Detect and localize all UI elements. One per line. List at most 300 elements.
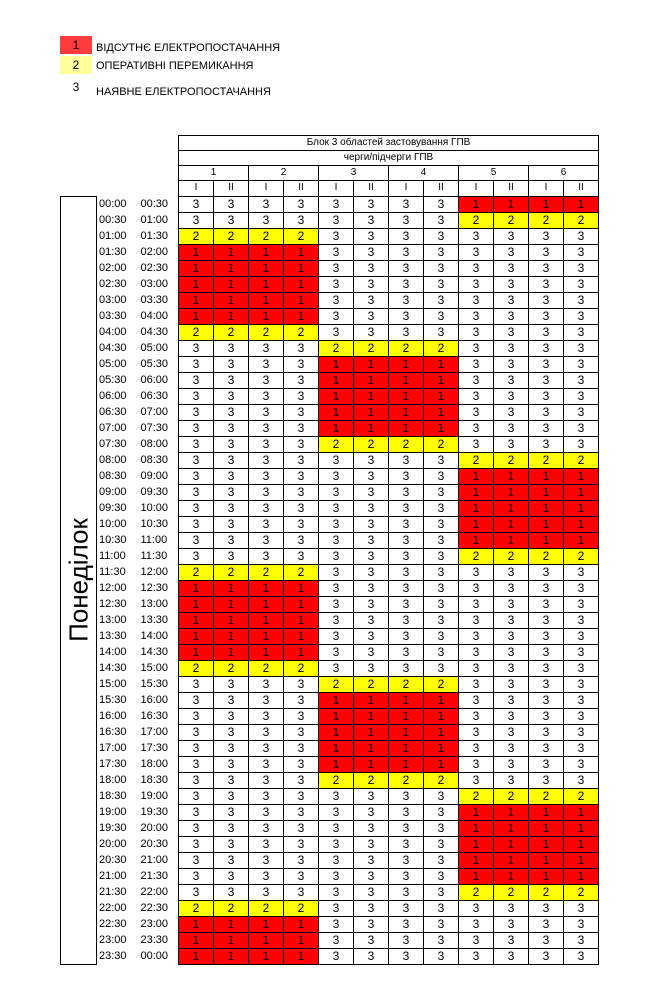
status-cell: 3 xyxy=(354,324,389,340)
status-cell: 1 xyxy=(354,420,389,436)
time-end: 13:00 xyxy=(140,597,169,610)
time-end: 22:30 xyxy=(140,901,169,914)
status-cell: 1 xyxy=(249,932,284,948)
status-cell: 1 xyxy=(249,628,284,644)
status-cell: 3 xyxy=(179,196,214,212)
status-cell: 3 xyxy=(354,900,389,916)
status-cell: 3 xyxy=(179,724,214,740)
status-cell: 3 xyxy=(389,516,424,532)
status-cell: 2 xyxy=(494,884,529,900)
status-cell: 3 xyxy=(179,692,214,708)
table-row xyxy=(61,244,599,260)
status-cell: 1 xyxy=(284,308,319,324)
status-cell: 3 xyxy=(389,900,424,916)
status-cell: 1 xyxy=(249,916,284,932)
status-cell: 3 xyxy=(354,916,389,932)
status-cell: 3 xyxy=(319,788,354,804)
status-cell: 3 xyxy=(529,932,564,948)
status-cell: 3 xyxy=(494,772,529,788)
status-cell: 1 xyxy=(459,868,494,884)
status-cell: 3 xyxy=(564,900,599,916)
status-cell: 3 xyxy=(319,580,354,596)
status-cell: 2 xyxy=(319,436,354,452)
status-cell: 3 xyxy=(319,868,354,884)
status-cell: 3 xyxy=(284,516,319,532)
time-end: 14:30 xyxy=(140,645,169,658)
status-cell: 2 xyxy=(459,884,494,900)
status-cell: 1 xyxy=(249,948,284,964)
status-cell: 3 xyxy=(214,340,249,356)
status-cell: 3 xyxy=(214,196,249,212)
status-cell: 3 xyxy=(564,948,599,964)
status-cell: 1 xyxy=(214,308,249,324)
status-cell: 1 xyxy=(354,740,389,756)
status-cell: 3 xyxy=(459,276,494,292)
status-cell: 1 xyxy=(459,484,494,500)
time-start: 13:30 xyxy=(97,628,139,644)
status-cell: 3 xyxy=(389,660,424,676)
status-cell: 3 xyxy=(529,724,564,740)
legend-label-outage: ВІДСУТНЄ ЕЛЕКТРОПОСТАЧАННЯ xyxy=(96,42,281,54)
status-cell: 3 xyxy=(389,804,424,820)
status-cell: 3 xyxy=(389,468,424,484)
status-cell: 3 xyxy=(214,500,249,516)
status-cell: 3 xyxy=(389,884,424,900)
time-end: 02:00 xyxy=(140,245,169,258)
status-cell: 1 xyxy=(179,628,214,644)
status-cell: 2 xyxy=(354,772,389,788)
status-cell: 3 xyxy=(564,228,599,244)
status-cell: 3 xyxy=(389,260,424,276)
time-start: 10:30 xyxy=(97,532,139,548)
status-cell: 3 xyxy=(529,740,564,756)
status-cell: 3 xyxy=(459,948,494,964)
status-cell: 3 xyxy=(354,244,389,260)
status-cell: 3 xyxy=(389,836,424,852)
status-cell: 2 xyxy=(389,772,424,788)
status-cell: 3 xyxy=(564,340,599,356)
status-cell: 2 xyxy=(284,324,319,340)
status-cell: 3 xyxy=(529,324,564,340)
status-cell: 3 xyxy=(249,388,284,404)
status-cell: 3 xyxy=(179,772,214,788)
status-cell: 1 xyxy=(564,468,599,484)
status-cell: 1 xyxy=(214,596,249,612)
status-cell: 3 xyxy=(284,420,319,436)
status-cell: 3 xyxy=(494,244,529,260)
time-end: 20:30 xyxy=(140,837,169,850)
status-cell: 3 xyxy=(459,756,494,772)
status-cell: 3 xyxy=(214,852,249,868)
status-cell: 3 xyxy=(564,660,599,676)
table-row xyxy=(61,932,599,948)
status-cell: 3 xyxy=(179,436,214,452)
status-cell: 1 xyxy=(354,724,389,740)
status-cell: 3 xyxy=(249,740,284,756)
status-cell: 1 xyxy=(424,740,459,756)
status-cell: 3 xyxy=(249,804,284,820)
table-row xyxy=(61,676,599,692)
time-start: 03:00 xyxy=(97,292,139,308)
time-end: 09:00 xyxy=(140,469,169,482)
status-cell: 3 xyxy=(284,404,319,420)
status-cell: 3 xyxy=(179,756,214,772)
status-cell: 3 xyxy=(179,740,214,756)
status-cell: 3 xyxy=(284,196,319,212)
status-cell: 1 xyxy=(319,388,354,404)
status-cell: 1 xyxy=(389,356,424,372)
status-cell: 1 xyxy=(354,708,389,724)
status-cell: 3 xyxy=(494,308,529,324)
status-cell: 3 xyxy=(354,500,389,516)
status-cell: 3 xyxy=(494,292,529,308)
status-cell: 1 xyxy=(424,420,459,436)
time-start: 02:00 xyxy=(97,260,139,276)
status-cell: 1 xyxy=(319,708,354,724)
status-cell: 2 xyxy=(284,228,319,244)
status-cell: 3 xyxy=(179,372,214,388)
status-cell: 3 xyxy=(319,932,354,948)
status-cell: 3 xyxy=(529,228,564,244)
status-cell: 2 xyxy=(179,900,214,916)
status-cell: 3 xyxy=(319,532,354,548)
legend-swatch-switching: 2 xyxy=(60,56,92,74)
time-start: 12:00 xyxy=(97,580,139,596)
status-cell: 3 xyxy=(564,356,599,372)
status-cell: 3 xyxy=(424,932,459,948)
status-cell: 3 xyxy=(249,452,284,468)
status-cell: 1 xyxy=(459,820,494,836)
status-cell: 3 xyxy=(494,932,529,948)
status-cell: 3 xyxy=(214,708,249,724)
status-cell: 3 xyxy=(529,628,564,644)
status-cell: 3 xyxy=(214,436,249,452)
status-cell: 3 xyxy=(459,244,494,260)
status-cell: 2 xyxy=(179,660,214,676)
time-start: 18:30 xyxy=(97,788,139,804)
status-cell: 1 xyxy=(459,516,494,532)
status-cell: 1 xyxy=(284,580,319,596)
status-cell: 3 xyxy=(494,692,529,708)
status-cell: 1 xyxy=(179,244,214,260)
time-end: 11:00 xyxy=(140,533,168,546)
status-cell: 1 xyxy=(214,628,249,644)
status-cell: 3 xyxy=(459,356,494,372)
status-cell: 3 xyxy=(494,644,529,660)
table-row xyxy=(61,948,599,964)
time-start: 18:00 xyxy=(97,772,139,788)
status-cell: 2 xyxy=(214,228,249,244)
status-cell: 3 xyxy=(354,484,389,500)
time-start: 22:00 xyxy=(97,900,139,916)
time-start: 01:00 xyxy=(97,228,139,244)
status-cell: 1 xyxy=(564,804,599,820)
status-cell: 3 xyxy=(494,324,529,340)
table-row xyxy=(61,292,599,308)
status-cell: 3 xyxy=(529,612,564,628)
time-end: 01:00 xyxy=(140,213,169,226)
time-end: 05:30 xyxy=(140,357,169,370)
status-cell: 3 xyxy=(424,596,459,612)
group-header: 4 xyxy=(389,166,459,181)
status-cell: 1 xyxy=(389,404,424,420)
status-cell: 1 xyxy=(389,708,424,724)
status-cell: 3 xyxy=(284,884,319,900)
status-cell: 2 xyxy=(564,212,599,228)
subgroup-header: II xyxy=(494,181,529,197)
time-start: 06:30 xyxy=(97,404,139,420)
status-cell: 3 xyxy=(564,564,599,580)
status-cell: 3 xyxy=(459,324,494,340)
time-start: 22:30 xyxy=(97,916,139,932)
status-cell: 1 xyxy=(284,596,319,612)
status-cell: 3 xyxy=(494,596,529,612)
status-cell: 3 xyxy=(249,404,284,420)
status-cell: 2 xyxy=(424,676,459,692)
status-cell: 3 xyxy=(214,532,249,548)
status-cell: 3 xyxy=(284,500,319,516)
status-cell: 2 xyxy=(249,324,284,340)
status-cell: 2 xyxy=(319,676,354,692)
status-cell: 2 xyxy=(459,212,494,228)
status-cell: 3 xyxy=(284,452,319,468)
table-row xyxy=(61,788,599,804)
status-cell: 3 xyxy=(494,404,529,420)
status-cell: 3 xyxy=(319,276,354,292)
status-cell: 3 xyxy=(214,804,249,820)
status-cell: 3 xyxy=(249,420,284,436)
status-cell: 3 xyxy=(459,740,494,756)
status-cell: 3 xyxy=(494,676,529,692)
status-cell: 3 xyxy=(564,628,599,644)
status-cell: 3 xyxy=(494,708,529,724)
status-cell: 1 xyxy=(529,820,564,836)
status-cell: 3 xyxy=(214,388,249,404)
table-row xyxy=(61,884,599,900)
status-cell: 3 xyxy=(284,468,319,484)
legend-label-switching: ОПЕРАТИВНІ ПЕРЕМИКАННЯ xyxy=(96,60,254,72)
status-cell: 3 xyxy=(319,228,354,244)
table-title: Блок 3 областей застовування ГПВ xyxy=(179,136,599,151)
status-cell: 3 xyxy=(319,884,354,900)
status-cell: 1 xyxy=(564,836,599,852)
status-cell: 3 xyxy=(354,276,389,292)
time-start: 02:30 xyxy=(97,276,139,292)
table-row xyxy=(61,452,599,468)
status-cell: 1 xyxy=(179,276,214,292)
status-cell: 3 xyxy=(424,484,459,500)
time-end: 01:30 xyxy=(140,229,169,242)
table-row xyxy=(61,500,599,516)
status-cell: 1 xyxy=(459,852,494,868)
status-cell: 1 xyxy=(284,260,319,276)
status-cell: 1 xyxy=(249,276,284,292)
time-start: 15:30 xyxy=(97,692,139,708)
status-cell: 3 xyxy=(319,452,354,468)
status-cell: 3 xyxy=(529,356,564,372)
table-row xyxy=(61,372,599,388)
group-header: 3 xyxy=(319,166,389,181)
time-end: 11:30 xyxy=(140,549,168,562)
status-cell: 3 xyxy=(459,724,494,740)
status-cell: 1 xyxy=(284,244,319,260)
status-cell: 3 xyxy=(249,708,284,724)
status-cell: 3 xyxy=(319,484,354,500)
table-row xyxy=(61,836,599,852)
status-cell: 3 xyxy=(389,932,424,948)
status-cell: 3 xyxy=(179,516,214,532)
status-cell: 3 xyxy=(459,932,494,948)
table-row xyxy=(61,564,599,580)
status-cell: 3 xyxy=(354,308,389,324)
time-end: 04:30 xyxy=(140,325,169,338)
time-end: 15:00 xyxy=(140,661,169,674)
status-cell: 3 xyxy=(424,564,459,580)
table-row xyxy=(61,580,599,596)
time-start: 21:00 xyxy=(97,868,139,884)
status-cell: 3 xyxy=(319,292,354,308)
status-cell: 1 xyxy=(214,644,249,660)
status-cell: 3 xyxy=(424,900,459,916)
status-cell: 3 xyxy=(529,708,564,724)
status-cell: 3 xyxy=(284,756,319,772)
status-cell: 3 xyxy=(389,580,424,596)
status-cell: 3 xyxy=(424,644,459,660)
time-start: 06:00 xyxy=(97,388,139,404)
status-cell: 3 xyxy=(389,228,424,244)
status-cell: 1 xyxy=(529,532,564,548)
status-cell: 3 xyxy=(459,372,494,388)
status-cell: 1 xyxy=(424,756,459,772)
status-cell: 2 xyxy=(214,564,249,580)
status-cell: 1 xyxy=(354,372,389,388)
status-cell: 3 xyxy=(354,516,389,532)
status-cell: 3 xyxy=(354,804,389,820)
time-start: 23:30 xyxy=(97,948,139,964)
time-start: 16:00 xyxy=(97,708,139,724)
status-cell: 2 xyxy=(564,452,599,468)
status-cell: 3 xyxy=(214,788,249,804)
status-cell: 3 xyxy=(354,468,389,484)
time-start: 19:30 xyxy=(97,820,139,836)
status-cell: 3 xyxy=(354,532,389,548)
status-cell: 3 xyxy=(179,340,214,356)
status-cell: 3 xyxy=(564,308,599,324)
status-cell: 3 xyxy=(424,628,459,644)
status-cell: 3 xyxy=(354,868,389,884)
status-cell: 3 xyxy=(389,292,424,308)
status-cell: 2 xyxy=(389,340,424,356)
status-cell: 3 xyxy=(214,676,249,692)
status-cell: 1 xyxy=(179,644,214,660)
schedule-table xyxy=(60,135,599,965)
table-row xyxy=(61,804,599,820)
status-cell: 3 xyxy=(529,660,564,676)
status-cell: 1 xyxy=(179,260,214,276)
status-cell: 3 xyxy=(179,788,214,804)
legend-swatch-outage: 1 xyxy=(60,36,92,54)
subgroup-header: I xyxy=(459,181,494,197)
time-start: 21:30 xyxy=(97,884,139,900)
time-start: 11:00 xyxy=(97,548,139,564)
status-cell: 3 xyxy=(319,564,354,580)
status-cell: 3 xyxy=(459,420,494,436)
status-cell: 2 xyxy=(214,660,249,676)
status-cell: 3 xyxy=(424,948,459,964)
status-cell: 3 xyxy=(564,724,599,740)
status-cell: 3 xyxy=(249,852,284,868)
status-cell: 1 xyxy=(249,292,284,308)
status-cell: 1 xyxy=(249,612,284,628)
status-cell: 3 xyxy=(424,836,459,852)
status-cell: 3 xyxy=(319,324,354,340)
status-cell: 3 xyxy=(179,468,214,484)
status-cell: 1 xyxy=(529,852,564,868)
status-cell: 3 xyxy=(249,820,284,836)
table-row xyxy=(61,692,599,708)
status-cell: 1 xyxy=(389,420,424,436)
status-cell: 1 xyxy=(389,388,424,404)
time-end: 19:00 xyxy=(140,789,169,802)
table-row xyxy=(61,484,599,500)
status-cell: 2 xyxy=(319,772,354,788)
status-cell: 3 xyxy=(424,196,459,212)
table-row xyxy=(61,724,599,740)
status-cell: 1 xyxy=(214,948,249,964)
status-cell: 3 xyxy=(354,452,389,468)
status-cell: 3 xyxy=(179,548,214,564)
time-end: 16:30 xyxy=(140,709,169,722)
status-cell: 3 xyxy=(564,756,599,772)
legend-label-available: НАЯВНЕ ЕЛЕКТРОПОСТАЧАННЯ xyxy=(96,86,271,98)
status-cell: 3 xyxy=(284,740,319,756)
status-cell: 1 xyxy=(319,692,354,708)
status-cell: 2 xyxy=(459,548,494,564)
table-row xyxy=(61,196,599,212)
time-start: 14:30 xyxy=(97,660,139,676)
status-cell: 3 xyxy=(284,436,319,452)
status-cell: 3 xyxy=(319,612,354,628)
status-cell: 3 xyxy=(564,612,599,628)
time-end: 18:30 xyxy=(140,773,169,786)
subgroup-header: I xyxy=(319,181,354,197)
status-cell: 3 xyxy=(564,244,599,260)
table-row xyxy=(61,900,599,916)
status-cell: 3 xyxy=(459,596,494,612)
status-cell: 3 xyxy=(389,596,424,612)
status-cell: 3 xyxy=(354,852,389,868)
table-row xyxy=(61,260,599,276)
status-cell: 3 xyxy=(389,532,424,548)
status-cell: 1 xyxy=(424,708,459,724)
status-cell: 1 xyxy=(389,724,424,740)
status-cell: 3 xyxy=(249,436,284,452)
status-cell: 3 xyxy=(319,500,354,516)
status-cell: 1 xyxy=(284,948,319,964)
status-cell: 3 xyxy=(529,308,564,324)
status-cell: 3 xyxy=(564,372,599,388)
status-cell: 3 xyxy=(354,612,389,628)
time-end: 23:00 xyxy=(140,917,169,930)
status-cell: 1 xyxy=(529,804,564,820)
status-cell: 3 xyxy=(319,548,354,564)
status-cell: 2 xyxy=(529,212,564,228)
status-cell: 1 xyxy=(179,916,214,932)
status-cell: 1 xyxy=(214,276,249,292)
status-cell: 3 xyxy=(459,676,494,692)
status-cell: 1 xyxy=(354,404,389,420)
status-cell: 3 xyxy=(424,308,459,324)
